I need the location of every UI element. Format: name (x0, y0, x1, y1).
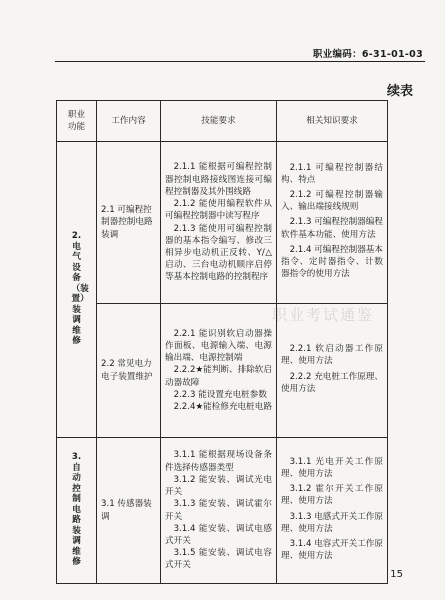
table-row (57, 142, 388, 304)
knowledge-item: 2.2.2 充电桩工作原理、使用方法 (281, 371, 383, 394)
occupation-code: 职业编码：6-31-01-03 (312, 49, 423, 60)
knowledge-item: 2.1.3 可编程控制器编程软件基本功能、使用方法 (281, 217, 383, 240)
page-number: 15 (390, 569, 403, 580)
skill-item: 3.1.4 能安装、调试电感式开关 (165, 523, 272, 546)
knowledge-cell (277, 438, 388, 584)
col-header-content: 工作内容 (97, 101, 161, 142)
knowledge-item: 3.1.1 光电开关工作原理、使用方法 (281, 456, 383, 479)
continued-label: 续表 (386, 84, 413, 99)
skill-item: 2.2.3 能设置充电桩参数 (173, 389, 267, 400)
skill-item: 2.1.2 能使用编程软件从可编程控制器中读写程序 (165, 199, 272, 222)
skill-item: 3.1.5 能安装、调试电容式开关 (165, 548, 272, 571)
content-cell: 2.2 常见电力电子装置维护 (97, 304, 161, 438)
content-cell: 2.1 可编程控制器控制电路装调 (97, 142, 161, 304)
knowledge-item: 3.1.3 电感式开关工作原理、使用方法 (281, 511, 383, 534)
header-rule (55, 61, 425, 62)
knowledge-item: 2.1.1 可编程控制器结构、特点 (281, 162, 383, 185)
function-cell: 3. 自动控制电路装调维修 (57, 438, 97, 584)
knowledge-item: 2.1.2 可编程控制器输入、输出端接线规则 (281, 189, 383, 213)
knowledge-item: 3.1.4 电容式开关工作原理、使用方法 (281, 538, 383, 562)
skill-item: 3.1.3 能安装、调试霍尔开关 (165, 499, 272, 522)
function-cell: 2. 电气设备（装置）装调维修 (57, 142, 97, 438)
watermark: 职业考试通鉴 (272, 306, 375, 324)
skill-item: 2.2.1 能识别软启动器操作面板、电源输入端、电源输出端、电源控制端 (165, 328, 272, 364)
table-row (57, 438, 388, 584)
skill-item: 2.1.1 能根据可编程控制器控制电路接线图连接可编程控制器及其外围线路 (165, 162, 272, 197)
knowledge-item: 2.2.1 软启动器工作原理、使用方法 (281, 344, 383, 367)
table-header-row (57, 101, 388, 142)
skill-item: 2.1.3 能使用可编程控制器的基本指令编写、修改三相异步电动机正反转、Y/△启动、三台电动机顺序启停等基本控制电路的控制程序 (165, 223, 272, 283)
col-header-skills: 技能要求 (161, 101, 277, 142)
skills-cell (161, 438, 277, 584)
skills-table (56, 100, 388, 584)
skills-cell (161, 142, 277, 304)
knowledge-item: 3.1.2 霍尔开关工作原理、使用方法 (281, 484, 383, 507)
col-header-function: 职业功能 (57, 101, 97, 142)
col-header-knowledge: 相关知识要求 (277, 101, 388, 142)
knowledge-item: 2.1.4 可编程控制器基本指令、定时器指令、计数器指令的使用方法 (281, 244, 383, 280)
skill-item: 3.1.2 能安装、调试光电开关 (165, 474, 272, 498)
knowledge-cell (277, 142, 388, 304)
skill-item: 3.1.1 能根据现场设备条件选择传感器类型 (165, 450, 272, 473)
content-cell: 3.1 传感器装调 (97, 438, 161, 584)
skills-cell (161, 304, 277, 438)
skill-item: 2.2.4★能检修充电桩电路 (173, 402, 272, 412)
skill-item: 2.2.2★能判断、排除软启动器故障 (165, 365, 272, 388)
